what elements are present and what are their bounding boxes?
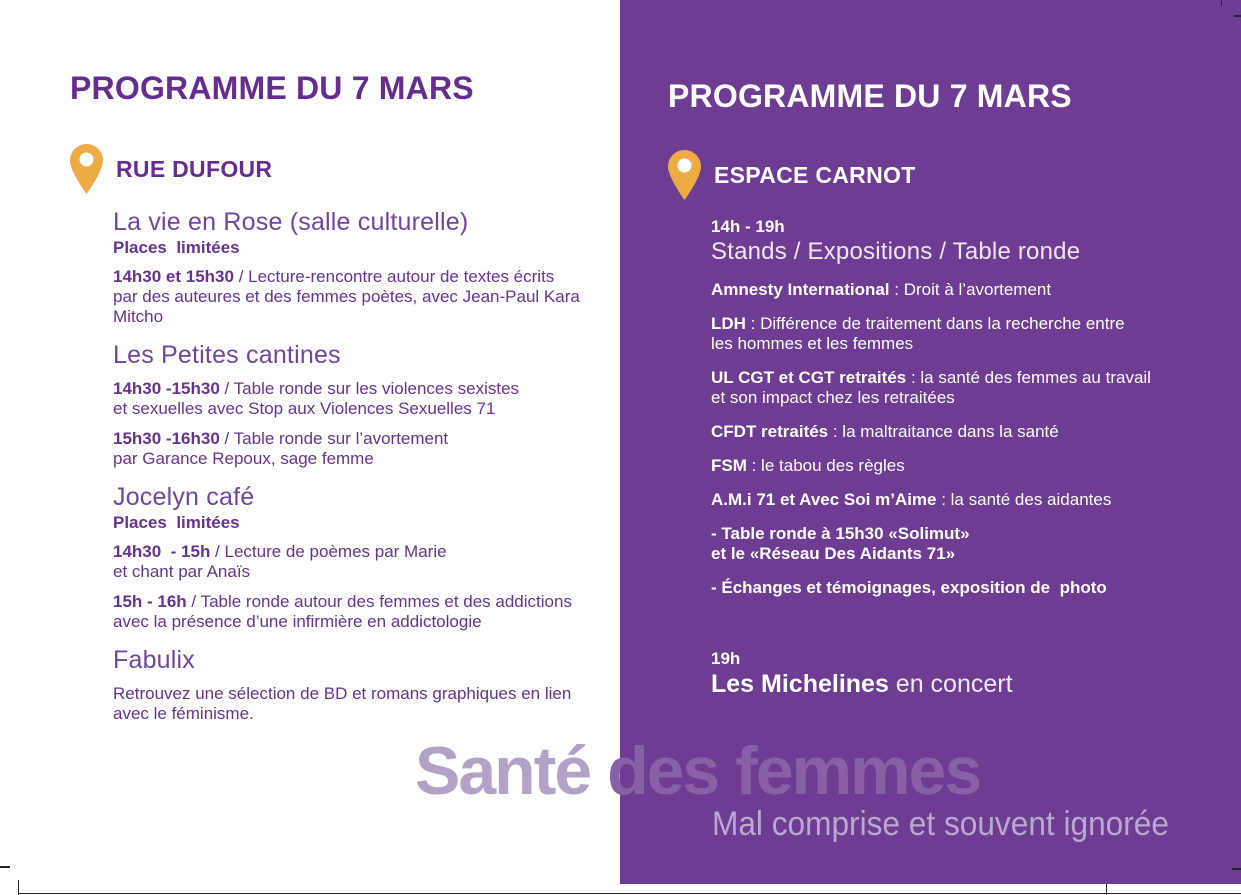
event-table-ronde-addictions: [113, 592, 610, 632]
crop-mark: [1221, 0, 1222, 6]
event-table-ronde-violences: [113, 379, 610, 419]
stand-ul-cgt: [711, 368, 1198, 408]
stands-hours: 14h - 19h: [711, 217, 785, 236]
org-name: FSM: [711, 456, 747, 475]
org-name: UL CGT et CGT retraités: [711, 368, 907, 387]
watermark-tagline: Mal comprise et souvent ignorée: [712, 805, 1169, 843]
bullet-echanges-temoignages: [711, 578, 1198, 598]
crop-mark: [1106, 884, 1107, 895]
event-text-line: par des auteures et des femmes poètes, avec Jean-Paul Kara: [113, 287, 580, 306]
location-pin-icon: [70, 144, 103, 194]
right-panel: [668, 78, 1198, 698]
bullet-line: et le «Réseau Des Aidants 71»: [711, 544, 956, 563]
org-name: LDH: [711, 314, 746, 333]
left-venue-row: [70, 144, 610, 194]
stand-text: : Droit à l’avortement: [889, 280, 1052, 299]
event-time: 15h - 16h: [113, 592, 187, 611]
watermark-word-des-femmes: des femmes: [607, 733, 981, 809]
desc-line: avec le féminisme.: [113, 704, 254, 723]
stand-text: : la santé des aidantes: [936, 490, 1112, 509]
concert-time: 19h: [711, 649, 741, 668]
crop-mark: [1232, 868, 1241, 870]
right-venue-row: [668, 150, 1198, 200]
places-limitees-note: Places limitées: [113, 238, 240, 257]
concert-block: [711, 650, 1198, 698]
crop-mark: [18, 893, 1241, 894]
concert-name: [711, 670, 1198, 698]
event-time: 14h30 - 15h: [113, 542, 211, 561]
concert-text: en concert: [888, 670, 1013, 698]
event-text: / Table ronde sur l’avortement: [219, 429, 449, 448]
event-text: / Table ronde sur les violences sexistes: [219, 379, 520, 398]
event-text-line: et sexuelles avec Stop aux Violences Sexuelles 71: [113, 399, 496, 418]
watermark-sante-des-femmes: [415, 733, 981, 809]
stand-fsm: [711, 456, 1198, 476]
left-venue-name: RUE DUFOUR: [116, 155, 273, 182]
stand-ami71: [711, 490, 1198, 510]
section-heading-les-petites-cantines: Les Petites cantines: [113, 341, 341, 369]
org-name: CFDT retraités: [711, 422, 829, 441]
watermark-word-sante: Santé: [415, 733, 608, 809]
event-table-ronde-avortement: [113, 429, 610, 469]
left-program-title: PROGRAMME DU 7 MARS: [70, 70, 474, 106]
section-heading-jocelyn-cafe: Jocelyn café: [113, 483, 255, 511]
event-text: / Lecture-rencontre autour de textes écrits: [233, 267, 555, 286]
places-limitees-note: Places limitées: [113, 513, 240, 532]
event-time: 14h30 et 15h30: [113, 267, 234, 286]
org-name: Amnesty International: [711, 280, 890, 299]
stand-text-line: les hommes et les femmes: [711, 334, 914, 353]
crop-mark: [0, 866, 10, 868]
left-content: [113, 208, 610, 724]
stand-text: : la maltraitance dans la santé: [828, 422, 1059, 441]
event-text: / Table ronde autour des femmes et des addictions: [186, 592, 572, 611]
stand-text: : le tabou des règles: [746, 456, 905, 475]
stand-cfdt: [711, 422, 1198, 442]
left-panel: [70, 70, 610, 724]
desc-line: Retrouvez une sélection de BD et romans graphiques en lien: [113, 684, 572, 703]
event-text-line: Mitcho: [113, 307, 164, 326]
bullet-line: - Échanges et témoignages, exposition de photo: [711, 578, 1107, 597]
crop-mark: [1234, 15, 1241, 17]
stand-ldh: [711, 314, 1198, 354]
stand-text-line: et son impact chez les retraitées: [711, 388, 955, 407]
event-text: / Lecture de poèmes par Marie: [210, 542, 447, 561]
right-program-title: PROGRAMME DU 7 MARS: [668, 78, 1072, 114]
stand-amnesty: [711, 280, 1198, 300]
stands-subtitle: Stands / Expositions / Table ronde: [711, 238, 1081, 265]
event-time: 15h30 -16h30: [113, 429, 220, 448]
event-text-line: par Garance Repoux, sage femme: [113, 449, 374, 468]
org-name: A.M.i 71 et Avec Soi m’Aime: [711, 490, 937, 509]
right-venue-name: ESPACE CARNOT: [714, 161, 916, 188]
event-lecture-poemes: [113, 542, 610, 582]
right-content: [711, 218, 1198, 698]
bullet-line: - Table ronde à 15h30 «Solimut»: [711, 524, 970, 543]
event-text-line: et chant par Anaïs: [113, 562, 251, 581]
bullet-table-ronde-solimut: [711, 524, 1198, 564]
event-lecture-rencontre: [113, 267, 610, 327]
event-time: 14h30 -15h30: [113, 379, 220, 398]
fabulix-description: [113, 684, 610, 724]
location-pin-icon: [668, 150, 701, 200]
band-name: Les Michelines: [711, 670, 889, 698]
event-text-line: avec la présence d’une infirmière en addictologie: [113, 612, 482, 631]
section-heading-fabulix: Fabulix: [113, 646, 195, 674]
section-heading-la-vie-en-rose: La vie en Rose (salle culturelle): [113, 208, 469, 236]
stand-text: : la santé des femmes au travail: [906, 368, 1151, 387]
stand-text: : Différence de traitement dans la recherche entre: [745, 314, 1125, 333]
